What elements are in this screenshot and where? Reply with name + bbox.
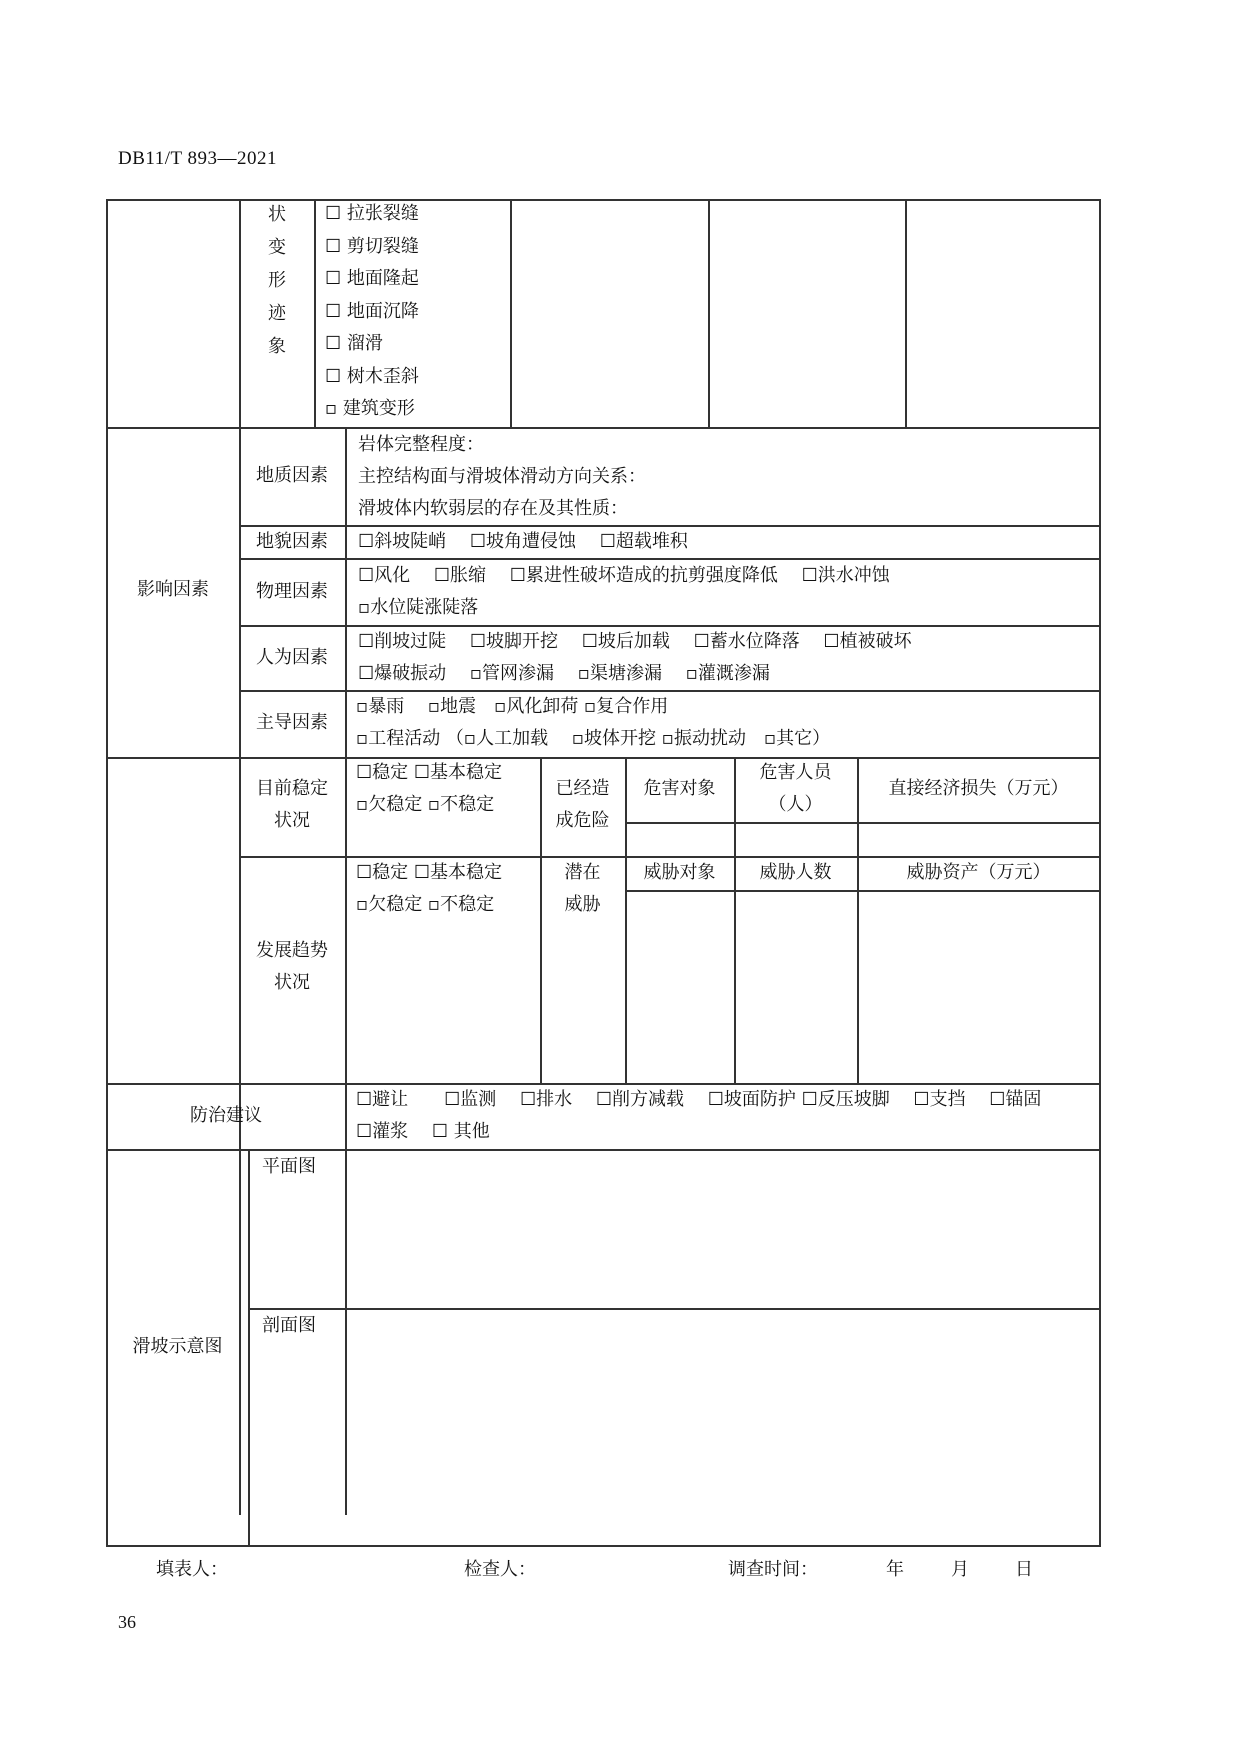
label-line: 潜在 xyxy=(564,862,601,883)
plan-view-label: 平面图 xyxy=(262,1156,316,1177)
checkbox-creep-slide[interactable]: ☐ 溜滑 xyxy=(325,333,383,354)
label-line: 状况 xyxy=(274,972,310,993)
document-code: DB11/T 893—2021 xyxy=(118,148,277,169)
stability-option-line[interactable]: ☐稳定 ☐基本稳定 xyxy=(356,862,502,883)
label-line: 威胁 xyxy=(564,894,601,915)
survey-date-label: 调查时间： xyxy=(728,1559,818,1580)
label-line: 已经造 xyxy=(555,778,610,799)
human-label: 人为因素 xyxy=(256,647,328,668)
sketch-label: 滑坡示意图 xyxy=(132,1336,223,1357)
day-label: 日 xyxy=(1015,1559,1033,1580)
label-line: 发展趋势 xyxy=(256,940,328,961)
current-stability-options xyxy=(356,757,502,821)
stability-option-line[interactable]: ▫欠稳定 ▫不稳定 xyxy=(356,894,495,915)
section-view-label: 剖面图 xyxy=(262,1315,316,1336)
human-options xyxy=(358,626,912,690)
weak-layer-field[interactable]: 滑坡体内软弱层的存在及其性质： xyxy=(358,498,628,519)
current-stability-label xyxy=(239,773,345,837)
section-view-area[interactable] xyxy=(250,1345,1098,1543)
checkbox-tree-tilt[interactable]: ☐ 树木歪斜 xyxy=(325,365,419,387)
header-threat-people: 威胁人数 xyxy=(759,862,832,883)
potential-threat-label xyxy=(540,857,625,921)
dominant-label: 主导因素 xyxy=(256,712,328,733)
human-options-line[interactable]: ☐爆破振动 ▫管网渗漏 ▫渠塘渗漏 ▫灌溉渗漏 xyxy=(358,663,770,684)
checker-label: 检查人： xyxy=(464,1559,536,1580)
physical-options-line[interactable]: ☐风化 ☐胀缩 ☐累进性破坏造成的抗剪强度降低 ☐洪水冲蚀 xyxy=(358,565,890,586)
stability-option-line[interactable]: ☐稳定 ☐基本稳定 xyxy=(356,762,502,783)
vertical-char: 象 xyxy=(268,336,286,357)
header-threat-object: 威胁对象 xyxy=(643,862,716,883)
caused-danger-label xyxy=(540,773,625,837)
physical-options xyxy=(358,560,890,624)
plan-view-area[interactable] xyxy=(250,1185,1098,1307)
label-line: 目前稳定 xyxy=(256,778,328,799)
physical-label: 物理因素 xyxy=(256,581,328,602)
deformation-vertical-label xyxy=(262,198,292,363)
prevention-label: 防治建议 xyxy=(190,1105,262,1126)
header-hazard-object: 危害对象 xyxy=(643,778,716,799)
trend-stability-label xyxy=(239,935,345,999)
checkbox-ground-subsidence[interactable]: ☐ 地面沉降 xyxy=(325,300,419,322)
stability-option-line[interactable]: ▫欠稳定 ▫不稳定 xyxy=(356,794,495,815)
label-line: （人） xyxy=(768,794,823,815)
checkbox-shear-crack[interactable]: ☐ 剪切裂缝 xyxy=(325,235,419,257)
checkbox-ground-uplift[interactable]: ☐ 地面隆起 xyxy=(325,268,419,289)
header-economic-loss: 直接经济损失（万元） xyxy=(888,778,1069,799)
checkbox-building-deformation[interactable]: ▫ 建筑变形 xyxy=(325,398,415,419)
header-hazard-people xyxy=(734,757,857,821)
landform-options[interactable]: ☐斜坡陡峭 ☐坡角遭侵蚀 ☐超载堆积 xyxy=(358,531,688,552)
vertical-char: 迹 xyxy=(268,303,286,324)
dominant-options-line[interactable]: ▫暴雨 ▫地震 ▫风化卸荷 ▫复合作用 xyxy=(356,696,669,717)
vertical-char: 形 xyxy=(268,270,286,291)
dominant-options xyxy=(356,691,830,755)
structural-plane-field[interactable]: 主控结构面与滑坡体滑动方向关系： xyxy=(358,466,646,487)
rock-integrity-field[interactable]: 岩体完整程度： xyxy=(358,434,484,455)
prevention-options xyxy=(356,1084,1041,1148)
checkbox-tension-crack[interactable]: ☐ 拉张裂缝 xyxy=(325,203,419,224)
deformation-checklist xyxy=(325,198,419,426)
prevention-options-line[interactable]: ☐避让 ☐监测 ☐排水 ☐削方减载 ☐坡面防护 ☐反压坡脚 ☐支挡 ☐锚固 xyxy=(356,1089,1042,1110)
physical-options-line[interactable]: ▫水位陡涨陡落 xyxy=(358,597,479,618)
prevention-options-line[interactable]: ☐灌浆 ☐ 其他 xyxy=(356,1121,490,1142)
label-line: 成危险 xyxy=(555,810,610,831)
vertical-char: 状 xyxy=(268,204,286,225)
trend-stability-options xyxy=(356,857,502,921)
dominant-options-line[interactable]: ▫工程活动 （▫人工加载 ▫坡体开挖 ▫振动扰动 ▫其它） xyxy=(356,728,831,749)
year-label: 年 xyxy=(886,1559,904,1580)
filler-label: 填表人： xyxy=(156,1559,228,1580)
label-line: 状况 xyxy=(274,810,310,831)
influence-label: 影响因素 xyxy=(137,579,209,600)
vertical-char: 变 xyxy=(268,237,286,258)
page-number: 36 xyxy=(118,1612,136,1632)
landform-label: 地貌因素 xyxy=(256,531,328,552)
geology-fields xyxy=(358,429,646,525)
geology-label: 地质因素 xyxy=(256,465,328,486)
human-options-line[interactable]: ☐削坡过陡 ☐坡脚开挖 ☐坡后加载 ☐蓄水位降落 ☐植被破坏 xyxy=(358,631,912,652)
month-label: 月 xyxy=(951,1559,969,1580)
label-line: 危害人员 xyxy=(759,762,832,783)
header-threat-assets: 威胁资产（万元） xyxy=(906,862,1051,883)
